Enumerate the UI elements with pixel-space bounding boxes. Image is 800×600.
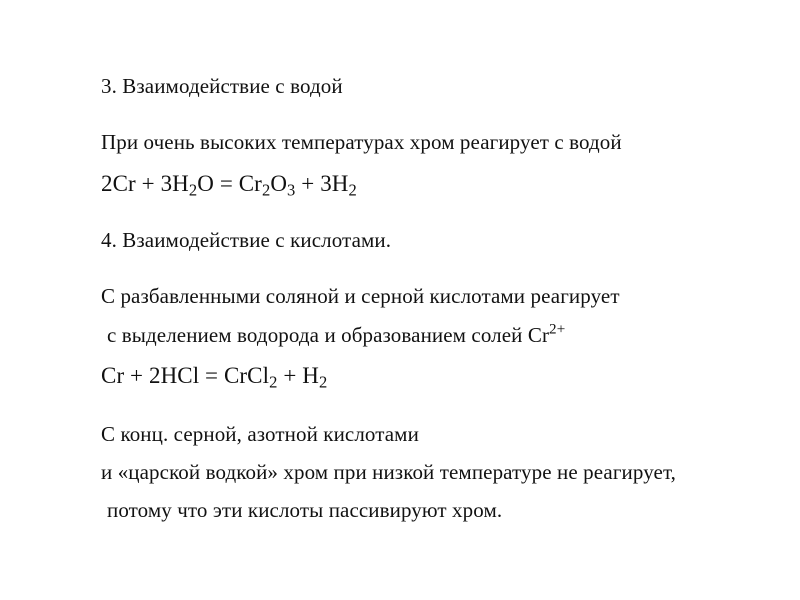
eq-part: O = Cr [197,171,262,196]
eq-subscript: 2 [261,180,271,200]
dilute-acid-text-line-1: С разбавленными соляной и серной кислотами реагирует [101,284,620,308]
dilute-acid-text: с выделением водорода и образованием солей Cr [107,323,550,347]
eq-subscript: 2 [348,180,357,200]
eq-subscript: 2 [269,372,278,392]
water-reaction-equation [101,171,357,200]
chromium-charge-superscript: 2+ [549,321,566,338]
eq-part: 2Cr + 3H [101,171,189,196]
eq-part: + H [277,363,319,388]
conc-acid-text-line-3: потому что эти кислоты пассивируют хром. [107,498,503,522]
water-reaction-text: При очень высоких температурах хром реагирует с водой [101,130,622,154]
eq-part: + 3H [295,171,349,196]
eq-part: O [270,171,288,196]
eq-part: Cr + 2HCl = CrCl [101,363,270,388]
eq-subscript: 3 [287,180,296,200]
eq-subscript: 2 [318,372,328,392]
hcl-reaction-equation [101,363,328,392]
conc-acid-text-line-1: С конц. серной, азотной кислотами [101,422,419,446]
conc-acid-text-line-2: и «царской водкой» хром при низкой температуре не реагирует, [101,460,676,484]
eq-subscript: 2 [188,180,198,200]
heading-water-interaction: 3. Взаимодействие с водой [101,74,343,98]
dilute-acid-text-line-2 [107,323,565,347]
heading-acid-interaction: 4. Взаимодействие с кислотами. [101,228,392,252]
